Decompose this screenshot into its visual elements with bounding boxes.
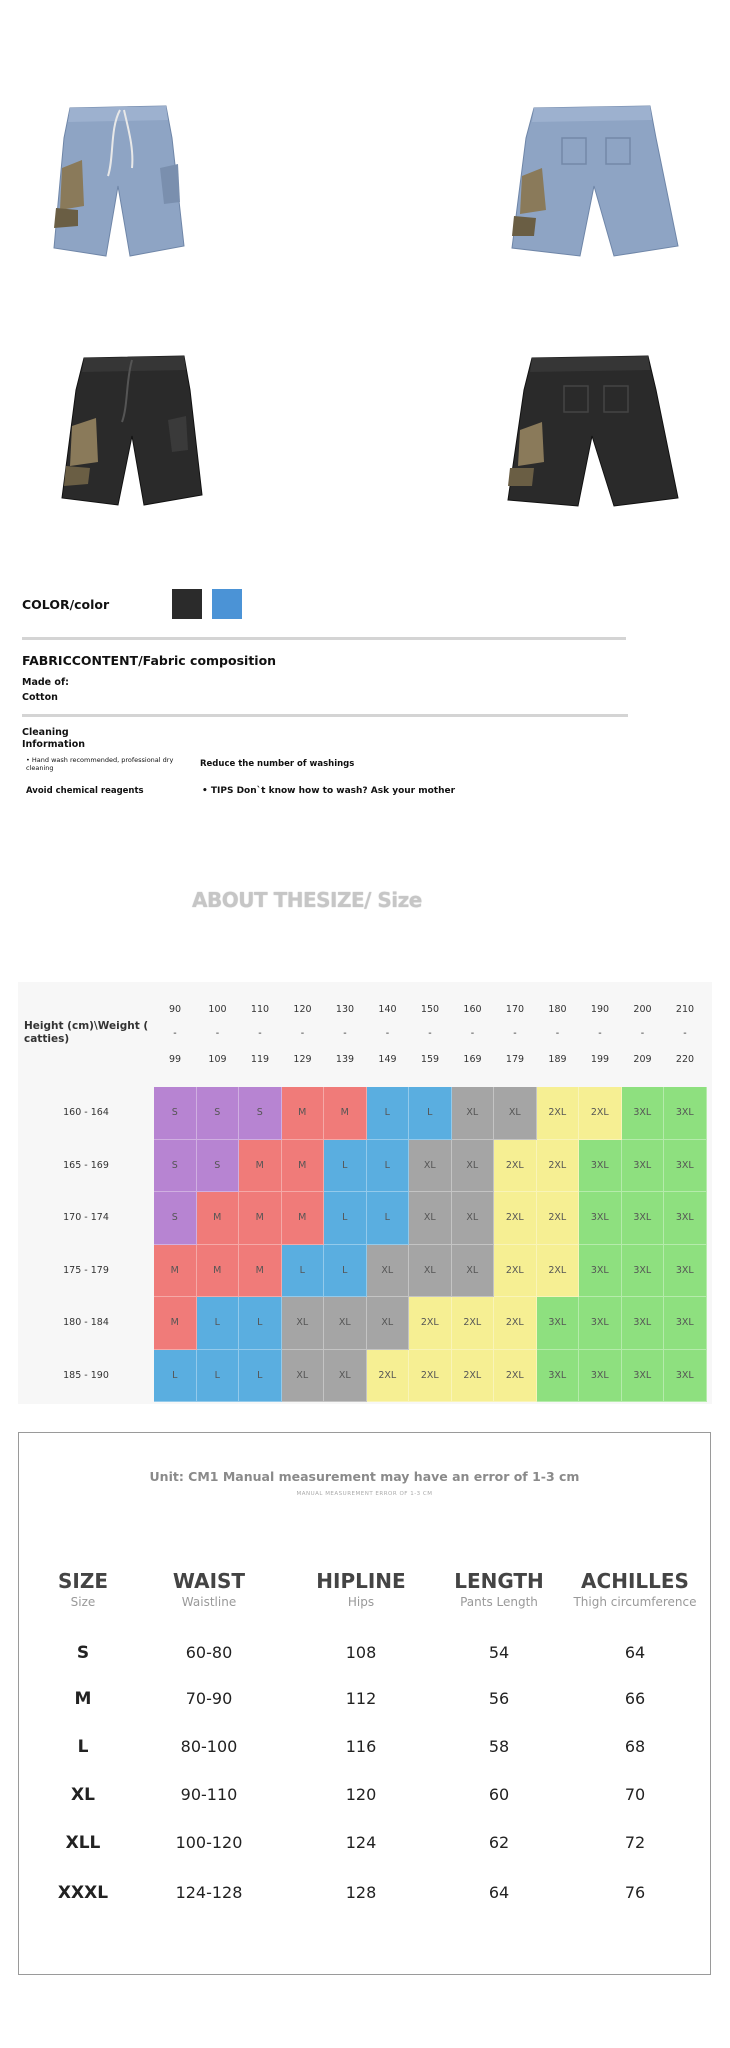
weight-col-from: 130: [335, 1004, 355, 1015]
measure-cell-thigh: 76: [624, 1883, 646, 1902]
measure-header-sub: Hips: [347, 1595, 375, 1609]
measure-cell-waist: 70-90: [185, 1689, 233, 1708]
size-cell: 2XL: [537, 1087, 580, 1140]
size-cell: 3XL: [622, 1192, 665, 1245]
denim-shorts-blue-icon: [48, 98, 188, 263]
size-cell: 2XL: [494, 1192, 537, 1245]
divider: [22, 637, 626, 640]
weight-col-dash: -: [640, 1028, 645, 1039]
size-cell: 2XL: [409, 1297, 452, 1350]
size-cell: XL: [494, 1087, 537, 1140]
size-cell: 3XL: [622, 1297, 665, 1350]
color-swatch-black[interactable]: [172, 589, 202, 619]
size-cell: L: [324, 1192, 367, 1245]
weight-col-from: 170: [505, 1004, 525, 1015]
cleaning-note-1-line2: cleaning: [26, 764, 54, 772]
height-row-label: 185 - 190: [63, 1369, 109, 1381]
weight-col-dash: -: [470, 1028, 475, 1039]
size-cell: M: [282, 1087, 325, 1140]
size-cell: L: [197, 1350, 240, 1403]
measure-cell-thigh: 72: [624, 1833, 646, 1852]
size-cell: 2XL: [494, 1297, 537, 1350]
size-cell: M: [239, 1245, 282, 1298]
size-cell: XL: [452, 1087, 495, 1140]
measure-cell-size: L: [77, 1737, 89, 1757]
size-cell: L: [239, 1350, 282, 1403]
size-cell: S: [154, 1192, 197, 1245]
height-row-label: 160 - 164: [63, 1107, 109, 1118]
size-cell: 2XL: [452, 1297, 495, 1350]
measure-cell-thigh: 68: [624, 1737, 646, 1756]
weight-col-from: 90: [168, 1004, 182, 1015]
size-heading: ABOUT THESIZE/ Size: [192, 888, 422, 912]
measure-header-title: ACHILLES: [581, 1569, 689, 1593]
size-cell: XL: [452, 1245, 495, 1298]
weight-col-dash: -: [513, 1028, 517, 1039]
weight-col-from: 110: [250, 1004, 270, 1015]
size-cell: 3XL: [664, 1192, 707, 1245]
height-row-label: 180 - 184: [63, 1317, 109, 1328]
weight-col-to: 139: [335, 1054, 355, 1065]
size-cell: XL: [282, 1350, 325, 1403]
size-cell: XL: [452, 1140, 495, 1193]
product-photo-black-front: [56, 350, 206, 510]
weight-col-to: 149: [378, 1054, 397, 1065]
size-cell: 2XL: [409, 1350, 452, 1403]
size-chart-header-label: Height (cm)\Weight ( catties): [24, 1020, 149, 1045]
measure-header-sub: Size: [70, 1595, 96, 1609]
measure-cell-length: 58: [488, 1737, 510, 1756]
size-cell: 2XL: [494, 1140, 537, 1193]
size-cell: 3XL: [622, 1140, 665, 1193]
weight-col-to: 220: [675, 1054, 695, 1065]
size-cell: XL: [324, 1297, 367, 1350]
size-cell: 2XL: [494, 1245, 537, 1298]
measure-cell-size: M: [74, 1689, 92, 1709]
size-cell: L: [367, 1192, 410, 1245]
weight-col-to: 119: [250, 1054, 270, 1065]
size-cell: M: [197, 1192, 240, 1245]
weight-col-from: 210: [675, 1004, 695, 1015]
size-cell: M: [239, 1140, 282, 1193]
measure-cell-size: XL: [71, 1785, 95, 1805]
size-cell: 3XL: [664, 1245, 707, 1298]
weight-col-dash: -: [428, 1028, 432, 1039]
weight-col-to: 109: [208, 1054, 227, 1065]
weight-col-from: 160: [463, 1004, 482, 1015]
size-cell: L: [324, 1140, 367, 1193]
weight-col-from: 100: [208, 1004, 227, 1015]
size-cell: 3XL: [664, 1297, 707, 1350]
cleaning-note-2: Reduce the number of washings: [200, 759, 355, 769]
size-cell: 2XL: [367, 1350, 410, 1403]
color-swatch-blue[interactable]: [212, 589, 242, 619]
made-of-label: Made of:: [22, 677, 69, 688]
size-cell: S: [197, 1087, 240, 1140]
size-cell: 3XL: [622, 1087, 665, 1140]
size-cell: 3XL: [579, 1350, 622, 1403]
measure-cell-waist: 100-120: [175, 1833, 243, 1852]
weight-col-to: 179: [505, 1054, 525, 1065]
size-chart: [18, 982, 712, 1404]
size-cell: 3XL: [537, 1350, 580, 1403]
size-cell: 3XL: [622, 1245, 665, 1298]
size-cell: XL: [452, 1192, 495, 1245]
measure-cell-length: 56: [488, 1689, 510, 1708]
cleaning-title-line2: Information: [22, 739, 86, 750]
measure-header-sub: Pants Length: [460, 1595, 538, 1609]
size-cell: L: [282, 1245, 325, 1298]
size-cell: 2XL: [537, 1192, 580, 1245]
measure-header-title: HIPLINE: [316, 1569, 406, 1593]
size-cell: L: [367, 1140, 410, 1193]
size-cell: 2XL: [452, 1350, 495, 1403]
product-photo-black-back: [498, 350, 682, 512]
weight-col-to: 209: [633, 1054, 652, 1065]
measure-cell-hip: 108: [345, 1643, 377, 1662]
height-row-label: 175 - 179: [63, 1264, 109, 1276]
size-cell: L: [239, 1297, 282, 1350]
product-photo-blue-back: [502, 98, 682, 263]
size-cell: S: [239, 1087, 282, 1140]
size-cell: L: [367, 1087, 410, 1140]
color-label: COLOR/color: [22, 597, 110, 612]
size-cell: 3XL: [664, 1350, 707, 1403]
size-cell: 2XL: [537, 1140, 580, 1193]
size-cell: M: [282, 1192, 325, 1245]
measure-cell-size: XLL: [65, 1833, 101, 1853]
weight-col-to: 189: [548, 1054, 567, 1065]
cleaning-title-line1: Cleaning: [22, 727, 69, 738]
weight-col-from: 120: [293, 1004, 312, 1015]
size-cell: 2XL: [537, 1245, 580, 1298]
size-cell: M: [239, 1192, 282, 1245]
measure-cell-waist: 60-80: [185, 1643, 233, 1662]
size-cell: 2XL: [494, 1350, 537, 1403]
measure-cell-waist: 80-100: [180, 1737, 238, 1756]
measure-cell-thigh: 64: [624, 1643, 646, 1662]
size-cell: 3XL: [579, 1297, 622, 1350]
weight-col-dash: -: [385, 1028, 390, 1039]
measure-cell-length: 60: [488, 1785, 510, 1804]
weight-col-dash: -: [300, 1028, 305, 1039]
size-cell: S: [154, 1140, 197, 1193]
size-cell: XL: [367, 1297, 410, 1350]
size-cell: 3XL: [664, 1140, 707, 1193]
weight-col-to: 159: [420, 1054, 440, 1065]
denim-shorts-black-icon: [498, 350, 682, 512]
size-cell: L: [409, 1087, 452, 1140]
size-cell: M: [154, 1297, 197, 1350]
size-cell: 3XL: [579, 1140, 622, 1193]
weight-col-to: 169: [463, 1054, 482, 1065]
measure-cell-hip: 120: [345, 1785, 377, 1804]
height-row-label: 170 - 174: [63, 1212, 109, 1223]
weight-col-dash: -: [683, 1028, 687, 1039]
weight-col-dash: -: [215, 1028, 220, 1039]
divider: [22, 714, 628, 717]
weight-col-from: 200: [633, 1004, 652, 1015]
size-cell: 3XL: [579, 1192, 622, 1245]
measure-header-sub: Thigh circumference: [573, 1595, 697, 1609]
measurement-table: [18, 1432, 711, 1975]
measure-header-title: WAIST: [172, 1569, 246, 1593]
measure-cell-waist: 124-128: [175, 1883, 243, 1902]
measure-header-sub: Waistline: [181, 1595, 237, 1609]
weight-col-dash: -: [343, 1028, 347, 1039]
denim-shorts-blue-icon: [502, 98, 682, 263]
size-cell: XL: [282, 1297, 325, 1350]
size-cell: S: [197, 1140, 240, 1193]
size-cell: 3XL: [537, 1297, 580, 1350]
unit-note: Unit: CM1 Manual measurement may have an error of 1-3 cm: [149, 1469, 580, 1484]
weight-col-dash: -: [258, 1028, 262, 1039]
measure-cell-thigh: 70: [624, 1785, 646, 1804]
size-cell: XL: [324, 1350, 367, 1403]
measure-cell-length: 62: [488, 1833, 510, 1852]
weight-col-to: 129: [293, 1054, 312, 1065]
size-cell: XL: [409, 1192, 452, 1245]
measure-cell-hip: 116: [345, 1737, 377, 1756]
weight-col-dash: -: [555, 1028, 560, 1039]
size-cell: S: [154, 1087, 197, 1140]
weight-col-dash: -: [173, 1028, 177, 1039]
size-cell: 3XL: [622, 1350, 665, 1403]
size-cell: M: [197, 1245, 240, 1298]
weight-col-to: 99: [168, 1054, 182, 1065]
weight-col-dash: -: [598, 1028, 602, 1039]
measure-cell-hip: 128: [345, 1883, 377, 1902]
size-cell: XL: [409, 1245, 452, 1298]
size-cell: M: [154, 1245, 197, 1298]
size-cell: 3XL: [579, 1245, 622, 1298]
weight-col-from: 180: [548, 1004, 567, 1015]
size-cell: XL: [409, 1140, 452, 1193]
measure-cell-waist: 90-110: [180, 1785, 238, 1804]
measure-cell-hip: 112: [345, 1689, 377, 1708]
measure-header-title: LENGTH: [454, 1569, 544, 1593]
measure-cell-length: 64: [488, 1883, 510, 1902]
denim-shorts-black-icon: [56, 350, 206, 510]
measure-cell-length: 54: [488, 1643, 510, 1662]
cleaning-note-1-line1: • Hand wash recommended, professional dry: [26, 756, 174, 764]
unit-note-sub: MANUAL MEASUREMENT ERROR OF 1-3 CM: [296, 1491, 433, 1497]
size-cell: M: [282, 1140, 325, 1193]
weight-col-from: 140: [378, 1004, 397, 1015]
fabric-title: FABRICCONTENT/Fabric composition: [22, 653, 277, 668]
size-cell: M: [324, 1087, 367, 1140]
weight-col-from: 190: [590, 1004, 610, 1015]
weight-col-from: 150: [420, 1004, 440, 1015]
size-cell: L: [154, 1350, 197, 1403]
size-cell: 2XL: [579, 1087, 622, 1140]
measure-cell-hip: 124: [345, 1833, 377, 1852]
height-row-label: 165 - 169: [63, 1159, 109, 1171]
size-cell: XL: [367, 1245, 410, 1298]
weight-col-to: 199: [590, 1054, 610, 1065]
cleaning-note-4: • TIPS Don`t know how to wash? Ask your mother: [202, 786, 456, 796]
product-photo-blue-front: [48, 98, 188, 263]
cleaning-note-3: Avoid chemical reagents: [26, 786, 144, 796]
size-cell: 3XL: [664, 1087, 707, 1140]
size-cell: L: [324, 1245, 367, 1298]
measure-cell-thigh: 66: [624, 1689, 646, 1708]
made-of-value: Cotton: [22, 692, 58, 703]
measure-header-title: SIZE: [57, 1569, 108, 1593]
measure-cell-size: S: [76, 1643, 90, 1663]
size-cell: L: [197, 1297, 240, 1350]
measure-cell-size: XXXL: [57, 1883, 109, 1903]
